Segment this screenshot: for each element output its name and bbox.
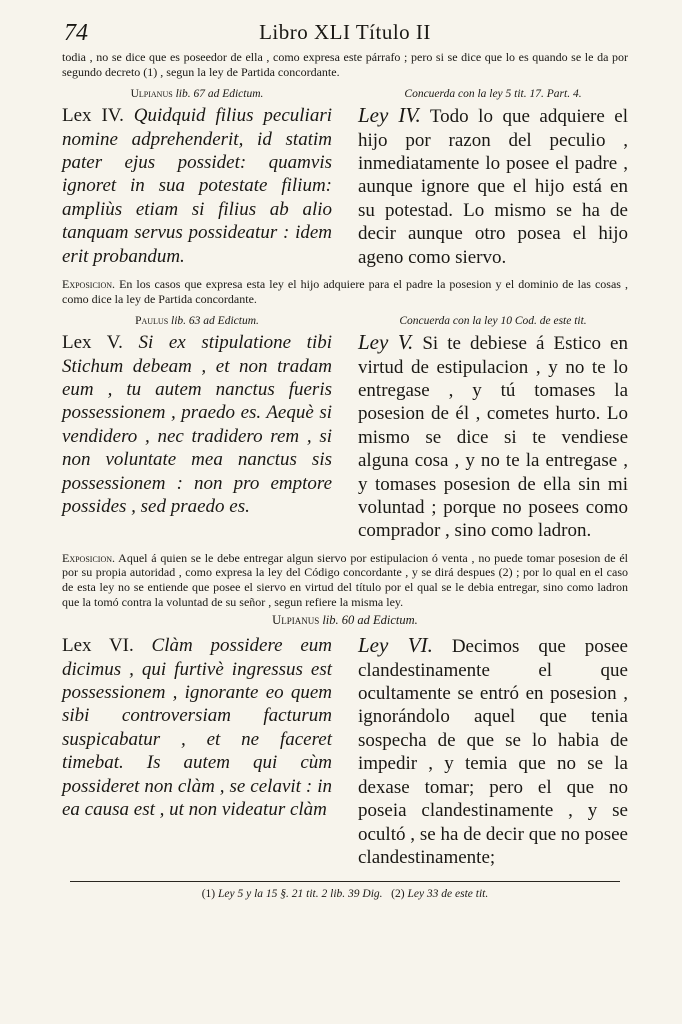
spanish-text-block — [358, 331, 628, 543]
page — [62, 18, 628, 900]
spanish-source — [358, 87, 628, 101]
latin-source — [62, 87, 332, 101]
latin-source — [62, 314, 332, 328]
exposicion-text: En los casos que expresa esta ley el hijo adquiere para el padre la posesion y el dominio de las cosas , como dice la ley de Partida concordante. — [62, 277, 629, 306]
spanish-text: Todo lo que adquiere el hijo por razon del peculio , inmediatamente lo posee el padre , aunque ignore que el hijo está en su potestad. Lo mismo se ha de decir aunque otro posea el hijo ageno como siervo. — [358, 106, 629, 268]
concordance-ref: Concuerda con la ley 10 Cod. de este tit. — [399, 315, 587, 328]
spanish-text: Decimos que posee clandestinamente el que ocultamente se entró en posesion , ignorándolo aquel que tenia sospecha de que se lo habia de impedir , y temia que no se la dexase tomar; pero el que no poseia clandestinamente , y se ocultó , se ha de decir que no posee clandestinamente; — [358, 636, 628, 868]
spanish-source — [358, 314, 628, 328]
source-author: Ulpianus — [272, 613, 320, 628]
spanish-text-block — [358, 634, 628, 869]
latin-lex-label: Lex VI. — [62, 635, 134, 657]
latin-text: Clàm possidere eum dicimus , qui furtivè ingressus est possessionem , ignorante eo quem sibi controversiam facturum suspicabatur , et ne faceret timebat. Is autem qui cùm possideret non clàm , se celavit : in ea causa est , ut non videatur clàm — [62, 635, 333, 821]
latin-text: Quidquid filius peculiari nomine adprehenderit, id statim pater ejus possidet: quamvis ignoret in sua potestate filium: ampliùs etiam si filius ab alio tanquam servus possideatur : idem erit probandum. — [62, 105, 333, 267]
latin-text-block — [62, 331, 332, 543]
footnote-1-text: Ley 5 y la 15 §. 21 tit. 2 lib. 39 Dig. — [218, 888, 383, 901]
latin-text: Si ex stipulatione tibi Stichum debeam , et non tradam eum , tu autem nanctus fueris possessionem , praedo es. Aequè si vendidero , nec tradidero rem , si non voluntate mea nanctus sis possessionem : non pro emptore possides , sed praedo es. — [62, 332, 333, 518]
footnote-divider — [70, 881, 620, 882]
source-author: Ulpianus — [130, 88, 173, 101]
exposicion-paragraph — [62, 551, 628, 609]
spanish-ley-label: Ley VI. — [358, 633, 433, 658]
footnote-2-text: Ley 33 de este tit. — [407, 888, 489, 901]
latin-source — [62, 613, 628, 628]
source-author: Paulus — [135, 315, 169, 328]
footnote-2-mark: (2) — [391, 888, 405, 901]
spanish-ley-label: Ley IV. — [358, 103, 421, 128]
page-number: 74 — [64, 20, 88, 46]
running-title: Libro XLI Título II — [259, 20, 431, 44]
concordance-ref: Concuerda con la ley 5 tit. 17. Part. 4. — [404, 88, 582, 101]
spanish-ley-label: Ley V. — [358, 330, 414, 355]
footnotes — [62, 888, 628, 900]
section-lex-iv — [62, 79, 628, 306]
source-ref: lib. 67 ad Edictum. — [175, 88, 264, 101]
latin-text-block — [62, 104, 332, 269]
page-header — [62, 18, 628, 50]
exposicion-paragraph — [62, 277, 628, 306]
latin-text-block — [62, 634, 332, 869]
intro-paragraph: todia , no se dice que es poseedor de ella , como expresa este párrafo ; pero si se dice que lo es quando se le da por segundo decreto (1) , segun la ley de Partida concordante. — [62, 50, 628, 79]
source-ref: lib. 60 ad Edictum. — [322, 613, 418, 628]
latin-lex-label: Lex IV. — [62, 105, 124, 127]
section-lex-vi — [62, 613, 628, 869]
exposicion-text: Aquel á quien se le debe entregar algun siervo por estipulacion ó venta , no puede tomar posesion de él por su propia autoridad , como expresa la ley del Código concordante , y se dirá despues (2) ; por lo qual en el caso de esta ley no se entiende que posee el siervo en virtud del título por el qual se le debia entregar, sino como ladron que la tomó contra la voluntad de su señor , segun refiere la misma ley. — [62, 550, 628, 609]
footnote-1-mark: (1) — [201, 888, 216, 901]
spanish-text-block — [358, 104, 628, 269]
latin-lex-label: Lex V. — [62, 332, 123, 354]
source-ref: lib. 63 ad Edictum. — [171, 315, 259, 328]
exposicion-label: Exposicion. — [62, 550, 116, 565]
exposicion-label: Exposicion. — [62, 277, 116, 292]
section-lex-v — [62, 306, 628, 609]
spanish-text: Si te debiese á Estico en virtud de estipulacion , y no te lo entregase , y tú tomases la posesion de él , cometes hurto. Lo mismo se dice si te vendiese alguna cosa , y no te la entregase , y tomases posesion de ella sin mi voluntad ; porque no posees como comprador , sino como ladron. — [358, 333, 628, 542]
